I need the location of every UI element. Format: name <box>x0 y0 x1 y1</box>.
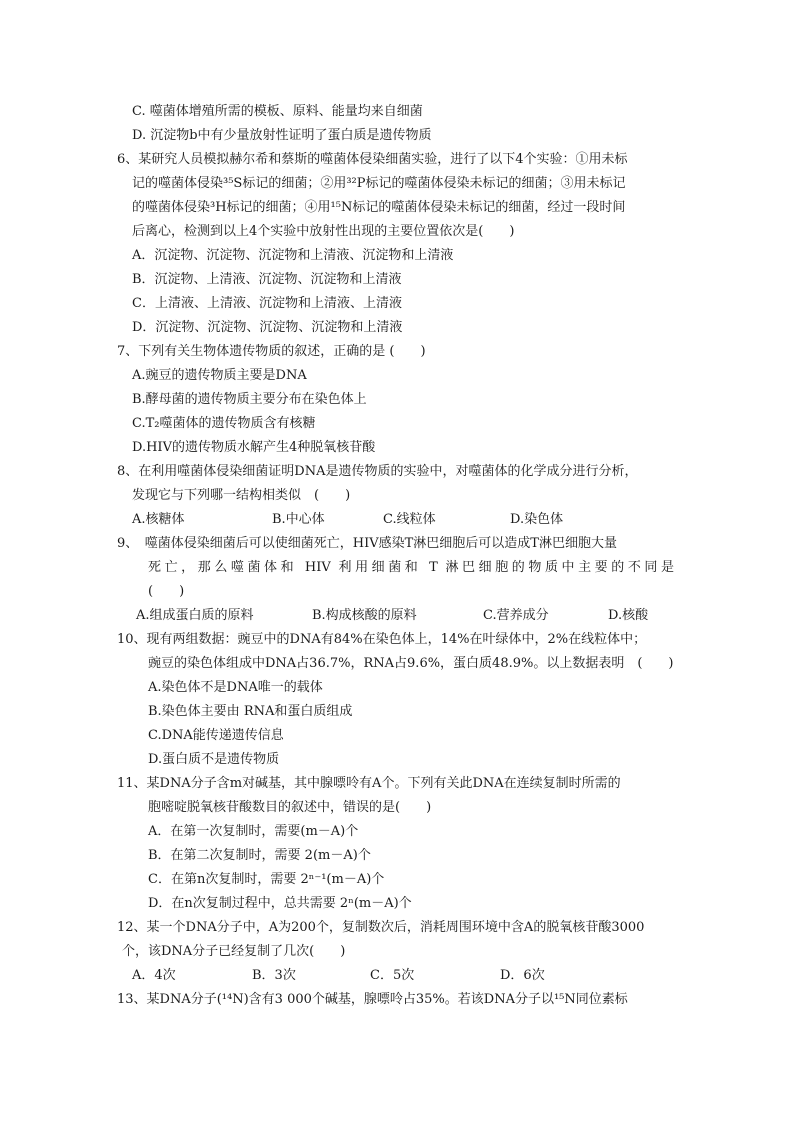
question-7-stem: 7、下列有关生物体遗传物质的叙述，正确的是 ( ) <box>117 344 426 359</box>
question-6-option-d: D．沉淀物、沉淀物、沉淀物、沉淀物和上清液 <box>132 320 403 335</box>
question-11-option-a: A．在第一次复制时，需要(m－A)个 <box>148 824 359 839</box>
question-10-option-b: B.染色体主要由 RNA和蛋白质组成 <box>148 704 353 719</box>
question-6-stem: 记的噬菌体侵染³⁵S标记的细菌；②用³²P标记的噬菌体侵染未标记的细菌；③用未标记 <box>132 176 626 191</box>
question-6-option-c: C．上清液、上清液、沉淀物和上清液、上清液 <box>132 296 402 311</box>
question-8-option-d: D.染色体 <box>510 512 564 527</box>
question-10-option-c: C.DNA能传递遗传信息 <box>148 728 284 743</box>
question-8-stem: 8、在利用噬菌体侵染细菌证明DNA是遗传物质的实验中，对噬菌体的化学成分进行分析， <box>117 464 638 479</box>
question-12-stem: 12、某一个DNA分子中，A为200个，复制数次后，消耗周围环境中含A的脱氧核苷酸3000 <box>117 920 645 935</box>
question-10-option-a: A.染色体不是DNA唯一的载体 <box>148 680 323 695</box>
option-c-prev: C. 噬菌体增殖所需的模板、原料、能量均来自细菌 <box>132 104 423 119</box>
question-12-option-d: D．6次 <box>500 968 545 983</box>
question-10-option-d: D.蛋白质不是遗传物质 <box>148 752 280 767</box>
question-7-option-c: C.T₂噬菌体的遗传物质含有核糖 <box>132 416 316 431</box>
question-9-answer-blank: ( ) <box>148 584 185 599</box>
question-11-option-c: C．在第n次复制时，需要 2ⁿ⁻¹(m－A)个 <box>148 872 385 887</box>
question-7-option-b: B.酵母菌的遗传物质主要分布在染色体上 <box>132 392 367 407</box>
question-9-option-b: B.构成核酸的原料 <box>312 608 417 623</box>
question-8-option-c: C.线粒体 <box>383 512 436 527</box>
question-11-stem: 11、某DNA分子含m对碱基，其中腺嘌呤有A个。下列有关此DNA在连续复制时所需的 <box>117 776 621 791</box>
question-12-option-b: B．3次 <box>252 968 296 983</box>
question-8-option-a: A.核糖体 <box>132 512 185 527</box>
question-11-option-d: D．在n次复制过程中，总共需要 2ⁿ(m－A)个 <box>148 896 412 911</box>
question-6-stem: 的噬菌体侵染³H标记的细菌；④用¹⁵N标记的噬菌体侵染未标记的细菌，经过一段时间 <box>132 200 626 215</box>
question-11-option-b: B．在第二次复制时，需要 2(m－A)个 <box>148 848 371 863</box>
question-6-option-a: A．沉淀物、沉淀物、沉淀物和上清液、沉淀物和上清液 <box>132 248 454 263</box>
option-d-prev: D. 沉淀物b中有少量放射性证明了蛋白质是遗传物质 <box>132 128 432 143</box>
question-9-stem: 9、 噬菌体侵染细菌后可以使细菌死亡，HIV感染T淋巴细胞后可以造成T淋巴细胞大量 <box>117 536 617 551</box>
question-9-option-c: C.营养成分 <box>483 608 549 623</box>
question-6-stem: 6、某研究人员模拟赫尔希和蔡斯的噬菌体侵染细菌实验，进行了以下4个实验：①用未标 <box>117 152 628 167</box>
question-9-stem: 死亡，那么噬菌体和 HIV 利用细菌和 T 淋巴细胞的物质中主要的不同是 <box>148 560 674 575</box>
question-11-stem: 胞嘧啶脱氧核苷酸数目的叙述中，错误的是( ) <box>148 800 432 815</box>
question-12-option-a: A．4次 <box>132 968 176 983</box>
question-10-stem: 豌豆的染色体组成中DNA占36.7%，RNA占9.6%，蛋白质48.9%。以上数据表明 ( ) <box>148 656 674 671</box>
question-6-option-b: B．沉淀物、上清液、沉淀物、沉淀物和上清液 <box>132 272 402 287</box>
question-8-stem: 发现它与下列哪一结构相类似 ( ) <box>132 488 351 503</box>
question-7-option-a: A.豌豆的遗传物质主要是DNA <box>132 368 307 383</box>
question-7-option-d: D.HIV的遗传物质水解产生4种脱氧核苷酸 <box>132 440 376 455</box>
question-12-option-c: C．5次 <box>370 968 415 983</box>
question-6-stem: 后离心，检测到以上4个实验中放射性出现的主要位置依次是( ) <box>132 224 515 239</box>
question-9-option-d: D.核酸 <box>608 608 649 623</box>
question-10-stem: 10、现有两组数据：豌豆中的DNA有84%在染色体上，14%在叶绿体中，2%在线粒体中； <box>117 632 647 647</box>
question-9-option-a: A.组成蛋白质的原料 <box>136 608 254 623</box>
question-13-stem: 13、某DNA分子(¹⁴N)含有3 000个碱基，腺嘌呤占35%。若该DNA分子以¹⁵N同位素标 <box>117 992 628 1007</box>
question-8-option-b: B.中心体 <box>272 512 325 527</box>
question-12-stem: 个，该DNA分子已经复制了几次( ) <box>122 944 346 959</box>
